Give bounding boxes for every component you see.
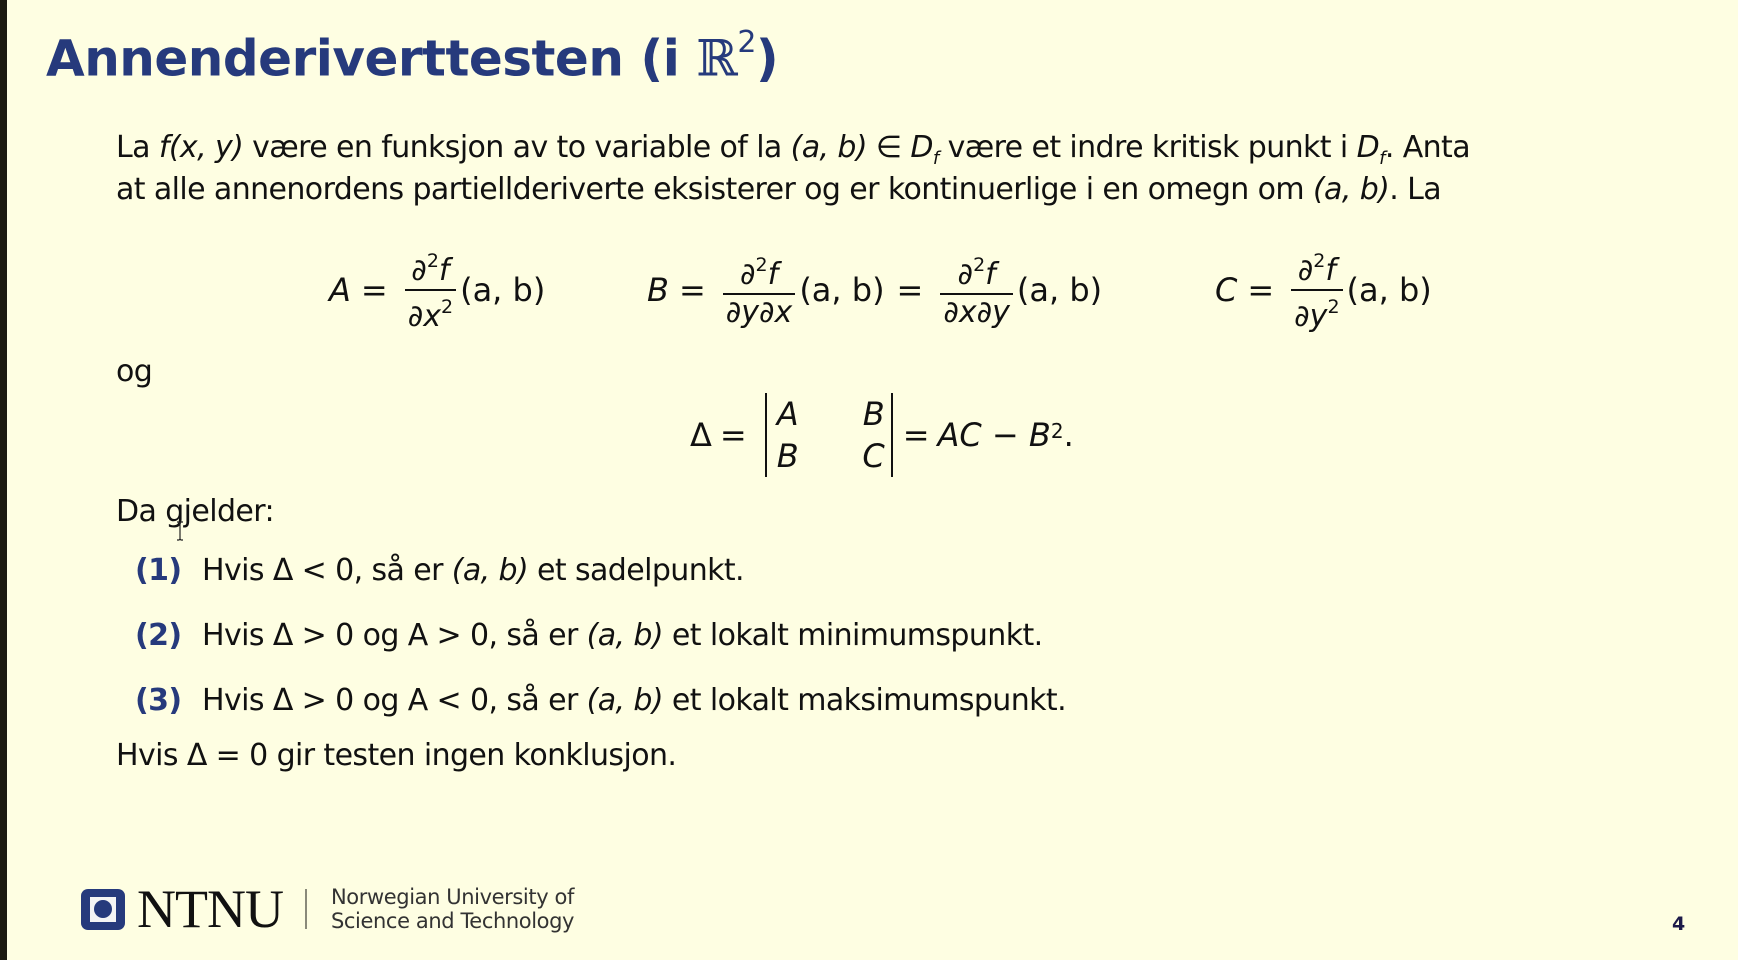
condition-1 bbox=[135, 551, 744, 591]
numerator bbox=[955, 250, 999, 293]
math-args: (a, b) bbox=[460, 271, 546, 309]
matrix-cell: A bbox=[776, 395, 799, 433]
func: f bbox=[438, 253, 450, 288]
denominator bbox=[1291, 289, 1342, 334]
exp: 2 bbox=[426, 250, 439, 272]
slide bbox=[7, 0, 1738, 960]
math-args: (a, b) bbox=[1346, 271, 1432, 309]
tagline-line-2: Science and Technology bbox=[330, 909, 575, 933]
equation-a bbox=[329, 245, 545, 335]
equals: = bbox=[902, 416, 930, 454]
exp: 2 bbox=[1050, 419, 1064, 443]
denominator bbox=[405, 289, 456, 334]
intro-line-1 bbox=[116, 128, 1470, 172]
denominator: ∂y∂x bbox=[723, 293, 796, 330]
title-exponent: 2 bbox=[737, 25, 756, 60]
denominator: ∂x∂y bbox=[940, 293, 1013, 330]
equals: = bbox=[360, 271, 388, 309]
math-point: (a, b) bbox=[586, 618, 663, 653]
equals: = bbox=[678, 271, 706, 309]
fraction bbox=[723, 250, 796, 330]
exp: 2 bbox=[1313, 250, 1326, 272]
text-cursor-icon bbox=[176, 521, 184, 541]
text: . Anta bbox=[1384, 130, 1470, 165]
func: f bbox=[767, 257, 779, 292]
exp: 2 bbox=[973, 254, 986, 276]
condition-2 bbox=[135, 616, 1043, 656]
math-args: (a, b) bbox=[799, 271, 885, 309]
window-edge bbox=[0, 0, 7, 960]
matrix-cell: C bbox=[862, 437, 885, 475]
equals: = bbox=[1247, 271, 1275, 309]
matrix-cell: B bbox=[776, 437, 799, 475]
no-conclusion-text: Hvis Δ = 0 gir testen ingen konklusjon. bbox=[116, 738, 677, 773]
numerator bbox=[408, 246, 452, 289]
matrix-cell: B bbox=[862, 395, 885, 433]
den-text: ∂y bbox=[1294, 299, 1328, 334]
func: f bbox=[1325, 253, 1336, 288]
math-domain: D bbox=[910, 130, 933, 165]
math-subscript: f bbox=[932, 148, 939, 169]
slide-title bbox=[46, 14, 778, 94]
determinant-matrix bbox=[765, 393, 893, 477]
logo-wordmark: NTNU bbox=[137, 879, 283, 939]
title-close-paren: ) bbox=[755, 29, 779, 88]
fraction bbox=[1291, 246, 1342, 334]
logo-tagline bbox=[331, 885, 574, 933]
element-of: ∈ bbox=[866, 130, 911, 165]
text: . La bbox=[1389, 172, 1442, 207]
partial: ∂ bbox=[739, 257, 756, 292]
condition-label: (2) bbox=[135, 618, 182, 653]
title-text: Annenderiverttesten (i bbox=[46, 29, 697, 88]
text: at alle annenordens partiellderiverte eksisterer og er kontinuerlige i en omegn om bbox=[116, 172, 1313, 207]
math-args: (a, b) bbox=[1016, 271, 1103, 309]
math-lhs: C bbox=[1215, 271, 1238, 309]
math-point: (a, b) bbox=[451, 553, 529, 588]
equals: = bbox=[896, 271, 924, 309]
condition-tail: et sadelpunkt. bbox=[528, 553, 744, 588]
og-text: og bbox=[116, 354, 153, 389]
determinant-equation bbox=[690, 390, 1074, 480]
partial: ∂ bbox=[1297, 253, 1314, 288]
math-args: (x, y) bbox=[168, 130, 244, 165]
math-lhs: B bbox=[647, 271, 669, 309]
text: være et indre kritisk punkt i bbox=[938, 130, 1357, 165]
numerator bbox=[737, 250, 781, 293]
den-text: ∂x bbox=[407, 299, 441, 334]
text: La bbox=[116, 130, 159, 165]
equals: = bbox=[719, 416, 747, 454]
numerator bbox=[1295, 246, 1339, 289]
text: være en funksjon av to variable of la bbox=[243, 130, 791, 165]
math-point: (a, b) bbox=[586, 683, 663, 718]
logo-divider bbox=[305, 889, 307, 929]
condition-label: (1) bbox=[135, 553, 182, 588]
func: f bbox=[985, 257, 996, 292]
condition-text: Hvis Δ > 0 og A > 0, så er bbox=[202, 618, 587, 653]
exp: 2 bbox=[1327, 296, 1340, 318]
math-f: f bbox=[158, 130, 169, 165]
condition-3 bbox=[135, 681, 1066, 721]
equation-b bbox=[647, 245, 1102, 335]
math-domain: D bbox=[1356, 130, 1380, 165]
equation-c bbox=[1215, 245, 1432, 335]
da-gjelder-text: Da gjelder: bbox=[116, 494, 275, 529]
condition-text: Hvis Δ > 0 og A < 0, så er bbox=[202, 683, 587, 718]
fraction bbox=[940, 250, 1013, 330]
partial: ∂ bbox=[411, 253, 427, 288]
ntnu-logo-icon bbox=[81, 889, 125, 930]
period: . bbox=[1063, 416, 1074, 454]
real-numbers-symbol: ℝ bbox=[696, 29, 738, 88]
ntnu-logo bbox=[81, 879, 575, 939]
exp: 2 bbox=[440, 296, 454, 318]
tagline-line-1: Norwegian University of bbox=[330, 885, 574, 909]
condition-tail: et lokalt minimumspunkt. bbox=[662, 618, 1043, 653]
page-number: 4 bbox=[1672, 913, 1686, 935]
condition-text: Hvis Δ < 0, så er bbox=[202, 553, 452, 588]
fraction bbox=[405, 246, 456, 334]
intro-line-2 bbox=[116, 170, 1441, 210]
math-point: (a, b) bbox=[1312, 172, 1390, 207]
partial: ∂ bbox=[957, 257, 974, 292]
math-point: (a, b) bbox=[790, 130, 867, 165]
math-lhs: A bbox=[329, 271, 351, 309]
math-rhs: AC − B bbox=[937, 416, 1051, 454]
exp: 2 bbox=[755, 254, 768, 276]
math-subscript: f bbox=[1379, 148, 1385, 169]
condition-tail: et lokalt maksimumspunkt. bbox=[662, 683, 1067, 718]
delta-symbol: Δ bbox=[690, 416, 712, 454]
condition-label: (3) bbox=[135, 683, 182, 718]
